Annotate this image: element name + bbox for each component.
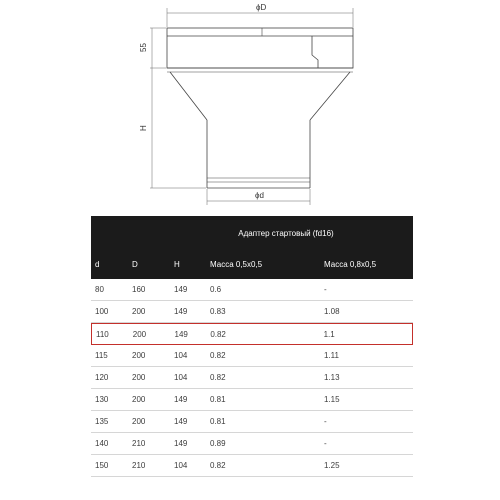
table-cell: 1.13	[324, 373, 340, 382]
table-cell: 149	[174, 417, 188, 426]
header-H: H	[174, 260, 180, 269]
dim-label-H: H	[139, 125, 148, 131]
table-row	[91, 433, 413, 455]
table-cell: 104	[174, 373, 188, 382]
table-cell: 210	[132, 439, 146, 448]
table-cell: 0.6	[210, 285, 222, 294]
header-mass-05: Масса 0,5х0,5	[210, 260, 263, 269]
table-header-row	[91, 250, 413, 279]
table-cell: 0.83	[210, 307, 226, 316]
table-cell: 200	[132, 351, 146, 360]
spec-table	[91, 216, 413, 477]
table-cell: 149	[174, 329, 188, 339]
table-cell: 150	[95, 461, 109, 470]
table-cell: -	[324, 417, 327, 426]
table-cell: -	[324, 285, 327, 294]
table-cell: 1.11	[324, 351, 339, 360]
table-cell: 0.82	[210, 351, 226, 360]
table-row-highlighted	[91, 323, 413, 345]
technical-drawing	[0, 0, 500, 216]
table-cell: 0.82	[210, 461, 226, 470]
table-cell: 210	[132, 461, 146, 470]
dim-label-55: 55	[139, 43, 148, 52]
table-cell: -	[324, 439, 327, 448]
table-cell: 1.15	[324, 395, 340, 404]
table-cell: 1.08	[324, 307, 340, 316]
table-cell: 200	[132, 373, 146, 382]
table-cell: 200	[132, 417, 146, 426]
header-D: D	[132, 260, 138, 269]
table-cell: 0.81	[210, 395, 226, 404]
table-cell: 104	[174, 351, 188, 360]
table-cell: 200	[132, 395, 146, 404]
table-row	[91, 411, 413, 433]
table-cell: 120	[95, 373, 109, 382]
table-cell: 1.25	[324, 461, 340, 470]
header-d: d	[95, 260, 100, 269]
table-cell: 140	[95, 439, 109, 448]
table-cell: 149	[174, 285, 188, 294]
table-row	[91, 367, 413, 389]
dim-label-D: ϕD	[256, 3, 267, 12]
table-title: Адаптер стартовый (fd16)	[91, 216, 413, 250]
table-row	[91, 279, 413, 301]
table-cell: 115	[95, 351, 108, 360]
table-row	[91, 389, 413, 411]
table-cell: 0.82	[210, 373, 226, 382]
table-cell: 80	[95, 285, 104, 294]
table-cell: 0.81	[210, 417, 226, 426]
table-cell: 200	[132, 329, 147, 339]
table-row	[91, 455, 413, 477]
table-row	[91, 345, 413, 367]
header-mass-08: Масса 0,8х0,5	[324, 260, 377, 269]
table-cell: 1.1	[323, 329, 335, 339]
dim-label-d: ϕd	[255, 191, 264, 200]
table-cell: 0.89	[210, 439, 226, 448]
table-cell: 0.82	[210, 329, 226, 339]
table-cell: 149	[174, 307, 188, 316]
table-cell: 104	[174, 461, 188, 470]
table-cell: 135	[95, 417, 109, 426]
table-cell: 130	[95, 395, 109, 404]
table-row	[91, 301, 413, 323]
table-cell: 100	[95, 307, 109, 316]
table-body	[91, 279, 413, 477]
table-cell: 200	[132, 307, 146, 316]
table-cell: 160	[132, 285, 146, 294]
table-cell: 149	[174, 395, 188, 404]
table-cell: 149	[174, 439, 188, 448]
table-cell: 110	[96, 329, 109, 339]
